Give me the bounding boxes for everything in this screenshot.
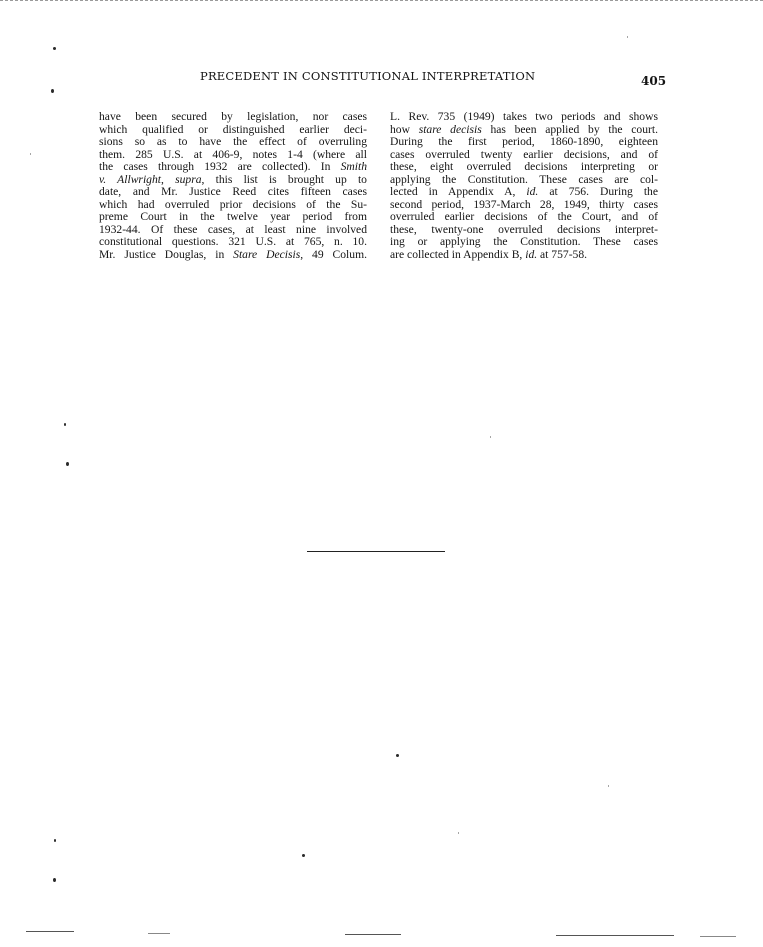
text-line: v. Allwright, supra, this list is brought up to (99, 172, 367, 186)
page-number: 405 (641, 74, 667, 88)
scan-speck (627, 36, 628, 38)
scan-speck (53, 878, 56, 882)
scan-speck (458, 832, 459, 834)
scan-bottom-edge (148, 933, 170, 934)
text-line: date, and Mr. Justice Reed cites fifteen cases (99, 185, 367, 199)
text-line: overruled earlier decisions of the Court, and of (390, 210, 658, 224)
text-line: lected in Appendix A, id. at 756. During the (390, 185, 658, 199)
running-head: PRECEDENT IN CONSTITUTIONAL INTERPRETATION (200, 69, 536, 83)
scan-speck (66, 462, 69, 466)
text-line: sions so as to have the effect of overruling (99, 135, 367, 149)
text-line: them. 285 U.S. at 406-9, notes 1-4 (where all (99, 147, 367, 161)
scan-speck (54, 839, 56, 842)
scan-top-edge (0, 0, 763, 1)
text-line: these, eight overruled decisions interpreting or (390, 160, 658, 174)
scan-speck (64, 423, 66, 426)
scan-bottom-edge (556, 935, 674, 936)
scan-speck (396, 754, 399, 757)
text-line: cases overruled twenty earlier decisions, and of (390, 147, 658, 161)
text-line: applying the Constitution. These cases are col- (390, 172, 658, 186)
text-line: During the first period, 1860-1890, eighteen (390, 135, 658, 149)
scan-speck (608, 785, 609, 787)
text-line: 1932-44. Of these cases, at least nine involved (99, 222, 367, 236)
text-line: which qualified or distinguished earlier deci- (99, 122, 367, 136)
text-line: are collected in Appendix B, id. at 757-58. (390, 248, 588, 262)
footnote-column-left (99, 111, 367, 262)
section-divider (307, 551, 445, 552)
scan-bottom-edge (345, 934, 401, 935)
text-line: Mr. Justice Douglas, in Stare Decisis, 49 Colum. (99, 248, 367, 262)
scan-bottom-edge (26, 931, 74, 932)
text-line: preme Court in the twelve year period from (99, 210, 367, 224)
scan-speck (302, 854, 305, 857)
footnote-column-right (390, 111, 658, 262)
text-line: which had overruled prior decisions of the Su- (99, 197, 367, 211)
text-line: second period, 1937-March 28, 1949, thirty cases (390, 197, 658, 211)
text-line: ing or applying the Constitution. These cases (390, 235, 658, 249)
text-line: constitutional questions. 321 U.S. at 765, n. 10. (99, 235, 367, 249)
text-line: how stare decisis has been applied by the court. (390, 122, 658, 136)
text-line: L. Rev. 735 (1949) takes two periods and shows (390, 110, 658, 123)
text-line: the cases through 1932 are collected). In Smith (99, 160, 367, 174)
scan-speck (53, 47, 56, 50)
scan-speck (30, 153, 31, 155)
scan-speck (51, 89, 54, 93)
text-line: have been secured by legislation, nor cases (99, 110, 367, 123)
text-line: these, twenty-one overruled decisions interpret- (390, 222, 658, 236)
scan-bottom-edge (700, 936, 736, 937)
scan-speck (490, 436, 491, 438)
